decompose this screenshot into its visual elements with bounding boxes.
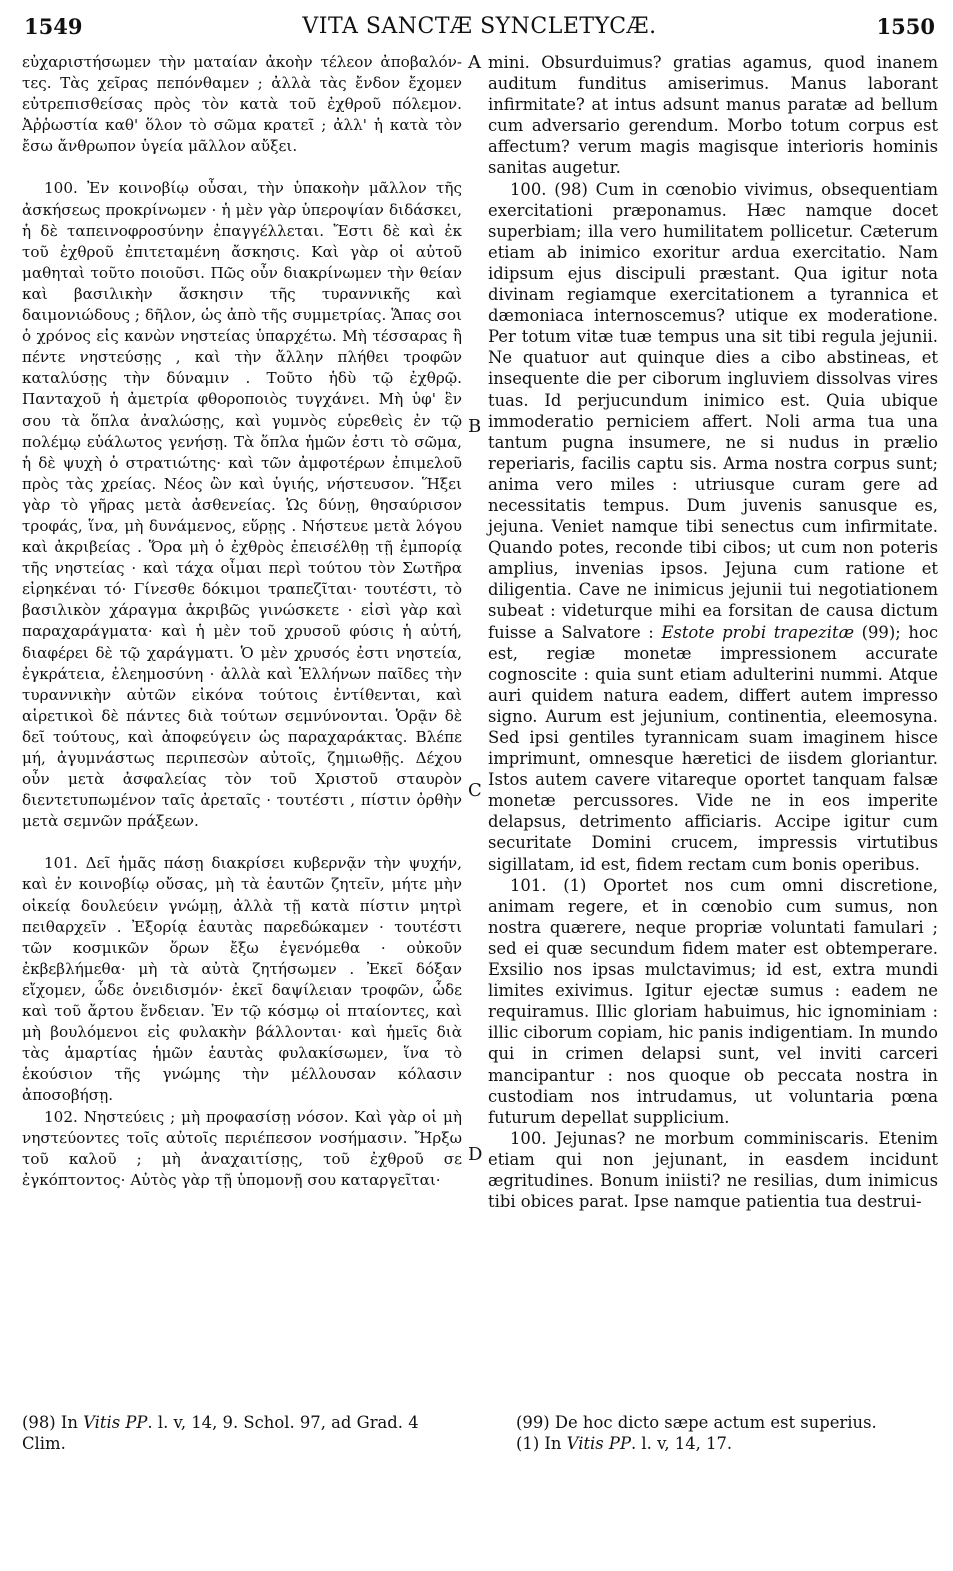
- latin-paragraph: mini. Obsurduimus? gratias agamus, quod inanem auditum funditus amiserimus. Manus laborant infirmitate? at intus adsunt manus paratæ ad bellum cum adversario gerendum. Morbo totum corpus est affectum? verum magis magisque interioris hominis sanitas augetur.: [488, 53, 938, 178]
- latin-text: 100. (98) Cum in cœnobio vivimus, obsequentiam exercitationi præponamus. Hæc namque docet superbiam; illa vero humilitatem pollicetur. Cæterum etiam ab inimico exoritur ardua exercitatio. Nam idipsum ejus discipuli præstant. Qua igitur nota divinam regiamque exercitationem a tyrannica et dæmoniaca internoscemus? utique ex moderatione. Per totum vitæ tuæ tempus una sit tibi regula jejunii. Ne quatuor aut quinque dies a cibo abstineas, et insequente die per ciborum ingluviem dissolvas vires tuas. Id perjucundum inimico est. Quia ubique immoderatio perniciem affert. Noli arma tua una tantum pugna insumere, ne si nudus in prælio reperiaris, facilis captu sis. Arma nostra corpus sunt; anima vero miles : utriusque curam gere ad necessitatis tempus. Dum juvenis sanusque es, jejuna. Veniet namque tibi senectus cum infirmitate. Quando potes, reconde tibi cibos; ut cum non poteris amplius, invenias ipsos. Jejuna cum ratione et diligentia. Cave ne inimicus jejunii tui negotiationem subeat : videturque mihi ea forsitan de causa dictum fuisse a Salvatore :: [488, 179, 938, 642]
- footnotes-right: [516, 1412, 936, 1454]
- greek-paragraph: εὐχαριστήσωμεν τὴν ματαίαν ἀκοὴν τέλεον ἀποβαλόν- τες. Τὰς χεῖρας πεπόνθαμεν ; ἀλλὰ τὰς ἔνδον ἔχομεν εὐτρεπισθείσας πρὸς τὸν κατὰ τοῦ ἐχθροῦ πόλεμον. Ἀῤῥωστία καθ' ὅλον τὸ σῶμα κρατεῖ ; ἀλλ' ἡ κατὰ τὸν ἔσω ἄνθρωπον ὑγεία μᾶλλον αὔξει.: [22, 53, 462, 156]
- footnote-text: . l. v, 14, 17.: [630, 1434, 733, 1453]
- footnote-text: (1) In: [516, 1434, 567, 1453]
- latin-paragraph: 101. (1) Oportet nos cum omni discretione, animam regere, et in cœnobio cum sumus, non nostra quærere, neque propriæ voluntati famulari ; sed ei quæ secundum fidem mater est obtemperare. Exsilio nos ipsas mulctavimus; id est, extra mundi limites exivimus. Igitur ejectæ sumus : eadem ne requiramus. Illic gloriam habuimus, hic ignominiam : illic ciborum copiam, hic panis indigentiam. In mundo qui in crimen delapsi sunt, vel inviti carceri mancipantur : nos quoque ob peccata nostra in custodiam nos intrudamus, ut voluntaria pœna futurum depellat supplicium.: [488, 875, 938, 1127]
- page-number-left: 1549: [24, 14, 83, 39]
- latin-paragraph: 100. Jejunas? ne morbum comminiscaris. Etenim etiam qui non jejunant, in easdem incidunt ægritudines. Bonum iniisti? ne resilias, dum inimicus tibi obices parat. Ipse namque patientia tua destrui-: [488, 1128, 938, 1212]
- footnote-text: . l. v, 14, 9. Schol. 97, ad Grad. 4 Clim.: [22, 1413, 419, 1453]
- margin-letter-a: A: [468, 52, 481, 73]
- page-title: VITA SANCTÆ SYNCLETYCÆ.: [302, 14, 657, 39]
- running-header: [24, 14, 935, 40]
- footnote: [22, 1412, 462, 1454]
- greek-paragraph: 100. Ἐν κοινοβίῳ οὖσαι, τὴν ὑπακοὴν μᾶλλον τῆς ἀσκήσεως προκρίνωμεν · ἡ μὲν γὰρ ὑπεροψίαν διδάσκει, ἡ δὲ ταπεινοφροσύνην ἐπαγγέλλεται. Ἔστι δὲ καὶ ἐκ τοῦ ἐχθροῦ ἐπιτεταμένη ἄσκησις. Καὶ γὰρ οἱ αὐτοῦ μαθηταὶ τοῦτο ποιοῦσι. Πῶς οὖν διακρίνωμεν τὴν θείαν καὶ βασιλικὴν ἄσκησιν τῆς τυραννικῆς καὶ δαιμονιώδους ; δῆλον, ὡς ἀπὸ τῆς συμμετρίας. Ἅπας σοι ὁ χρόνος εἰς κανὼν νηστείας ὑπαρχέτω. Μὴ τέσσαρας ἢ πέντε νηστεύσῃς , καὶ τὴν ἄλλην πλήθει τροφῶν καταλύσῃς τὴν δύναμιν . Τοῦτο ἡδὺ τῷ ἐχθρῷ. Πανταχοῦ ἡ ἀμετρία φθοροποιὸς τυγχάνει. Μὴ ὑφ' ἓν σου τὰ ὅπλα ἀναλώσῃς, καὶ γυμνὸς εὑρεθεὶς ἐν τῷ πολέμῳ εὐάλωτος γενήσῃ. Τὰ ὅπλα ἡμῶν ἐστι τὸ σῶμα, ἡ δὲ ψυχὴ ὁ στρατιώτης· καὶ τῶν ἀμφοτέρων ἐπιμελοῦ πρὸς τὰς χρείας. Νέος ὢν καὶ ὑγιής, νήστευσον. Ἥξει γὰρ τὸ γῆρας μετὰ ἀσθενείας. Ὡς δύνῃ, θησαύρισον τροφάς, ἵνα, μὴ δυνάμενος, εὕρῃς . Νήστευε μετὰ λόγου καὶ ἀκριβείας . Ὅρα μὴ ὁ ἐχθρὸς ἐπεισέλθῃ τῇ ἐμπορίᾳ τῆς νηστείας · καὶ τάχα οἶμαι περὶ τούτου τὸν Σωτῆρα εἰρηκέναι τό· Γίνεσθε δόκιμοι τραπεζῖται· τουτέστι, τὸ βασιλικὸν χάραγμα ἀκριβῶς γινώσκετε · εἰσὶ γὰρ καὶ παραχαράγματα· καὶ ἡ μὲν τοῦ χρυσοῦ φύσις ἡ αὐτή, διαφέρει δὲ τῷ χαράγματι. Ὁ μὲν χρυσός ἐστι νηστεία, ἐγκράτεια, ἐλεημοσύνη · ἀλλὰ καὶ Ἑλλήνων παῖδες τὴν τυραννικὴν αὐτῶν εἰκόνα τούτοις ἐντίθενται, καὶ αἱρετικοὶ δὲ πάντες διὰ τούτων σεμνύνονται. Ὁρᾷν δὲ δεῖ τούτους, καὶ ἀποφεύγειν ὡς παραχαράκτας. Βλέπε μή, ἀγυμνάστως περιπεσὼν αὐτοῖς, ζημιωθῇς. Δέχου οὖν μετὰ ἀσφαλείας τὸν τοῦ Χριστοῦ σταυρὸν διεντετυπωμένον ταῖς ἀρεταῖς · τουτέστι , πίστιν ὀρθὴν μετὰ σεμνῶν πράξεων.: [22, 179, 462, 831]
- latin-text: (99); hoc est, regiæ monetæ impressionem accurate cognoscite : quia sunt etiam adulterini nummi. Atque auri quidem natura eadem, differt autem impresso signo. Aurum est jejunium, continentia, eleemosyna. Sed ipsi gentiles tyrannicam suam imaginem hisce imprimunt, omnesque hæretici de iisdem gloriantur. Istos autem cavere vitareque oportet tanquam falsæ monetæ percussores. Vide ne in eos imperite delapsus, detrimento afficiaris. Accipe igitur cum securitate Domini crucem, impressis virtutibus sigillatam, id est, fidem rectam cum bonis operibus.: [488, 622, 938, 874]
- footnote: (99) De hoc dicto sæpe actum est superius.: [516, 1413, 877, 1432]
- footnote-italic: Vitis PP: [566, 1434, 631, 1453]
- latin-column: [488, 52, 938, 1212]
- footnotes-left: [22, 1412, 462, 1454]
- footnote-text: (98) In: [22, 1413, 84, 1432]
- greek-column: [22, 52, 462, 1191]
- latin-italic-quote: Estote probi trapezitæ: [661, 622, 854, 642]
- page-number-right: 1550: [876, 14, 935, 39]
- greek-paragraph: 102. Νηστεύεις ; μὴ προφασίσῃ νόσον. Καὶ γὰρ οἱ μὴ νηστεύοντες τοῖς αὐτοῖς περιέπεσον νοσήμασιν. Ἤρξω τοῦ καλοῦ ; μὴ ἀναχαιτίσῃς, τοῦ ἐχθροῦ σε ἐγκόπτοντος· Αὐτὸς γὰρ τῇ ὑπομονῇ σου καταργεῖται·: [22, 1107, 462, 1189]
- margin-letter-b: B: [468, 416, 482, 437]
- margin-letter-d: D: [468, 1144, 483, 1165]
- latin-paragraph: [488, 179, 938, 875]
- greek-paragraph: 101. Δεῖ ἡμᾶς πάσῃ διακρίσει κυβερνᾷν τὴν ψυχήν, καὶ ἐν κοινοβίῳ οὔσας, μὴ τὰ ἑαυτῶν ζητεῖν, μήτε μὴν οἰκείᾳ δουλεύειν γνώμῃ, ἀλλὰ τῇ κατὰ πίστιν μητρὶ πειθαρχεῖν . Ἐξορίᾳ ἑαυτὰς παρεδώκαμεν · τουτέστι τῶν κοσμικῶν ὅρων ἔξω ἐγενόμεθα · οὐκοῦν ἐκβεβλήμεθα· μὴ τὰ αὐτὰ ζητήσωμεν . Ἐκεῖ δόξαν εἴχομεν, ὧδε ὀνειδισμόν· ἐκεῖ δαψίλειαν τροφῶν, ὧδε καὶ τοῦ ἄρτου ἔνδειαν. Ἐν τῷ κόσμῳ οἱ πταίοντες, καὶ μὴ βουλόμενοι εἰς φυλακὴν βάλλονται· καὶ ἡμεῖς διὰ τὰς ἁμαρτίας ἡμῶν ἑαυτὰς φυλακίσωμεν, ἵνα τὸ ἑκούσιον τῆς γνώμης τὴν μέλλουσαν κόλασιν ἀποσοβήσῃ.: [22, 854, 462, 1105]
- footnote-italic: Vitis PP: [83, 1413, 148, 1432]
- footnote: [516, 1433, 936, 1454]
- margin-letter-c: C: [468, 780, 482, 801]
